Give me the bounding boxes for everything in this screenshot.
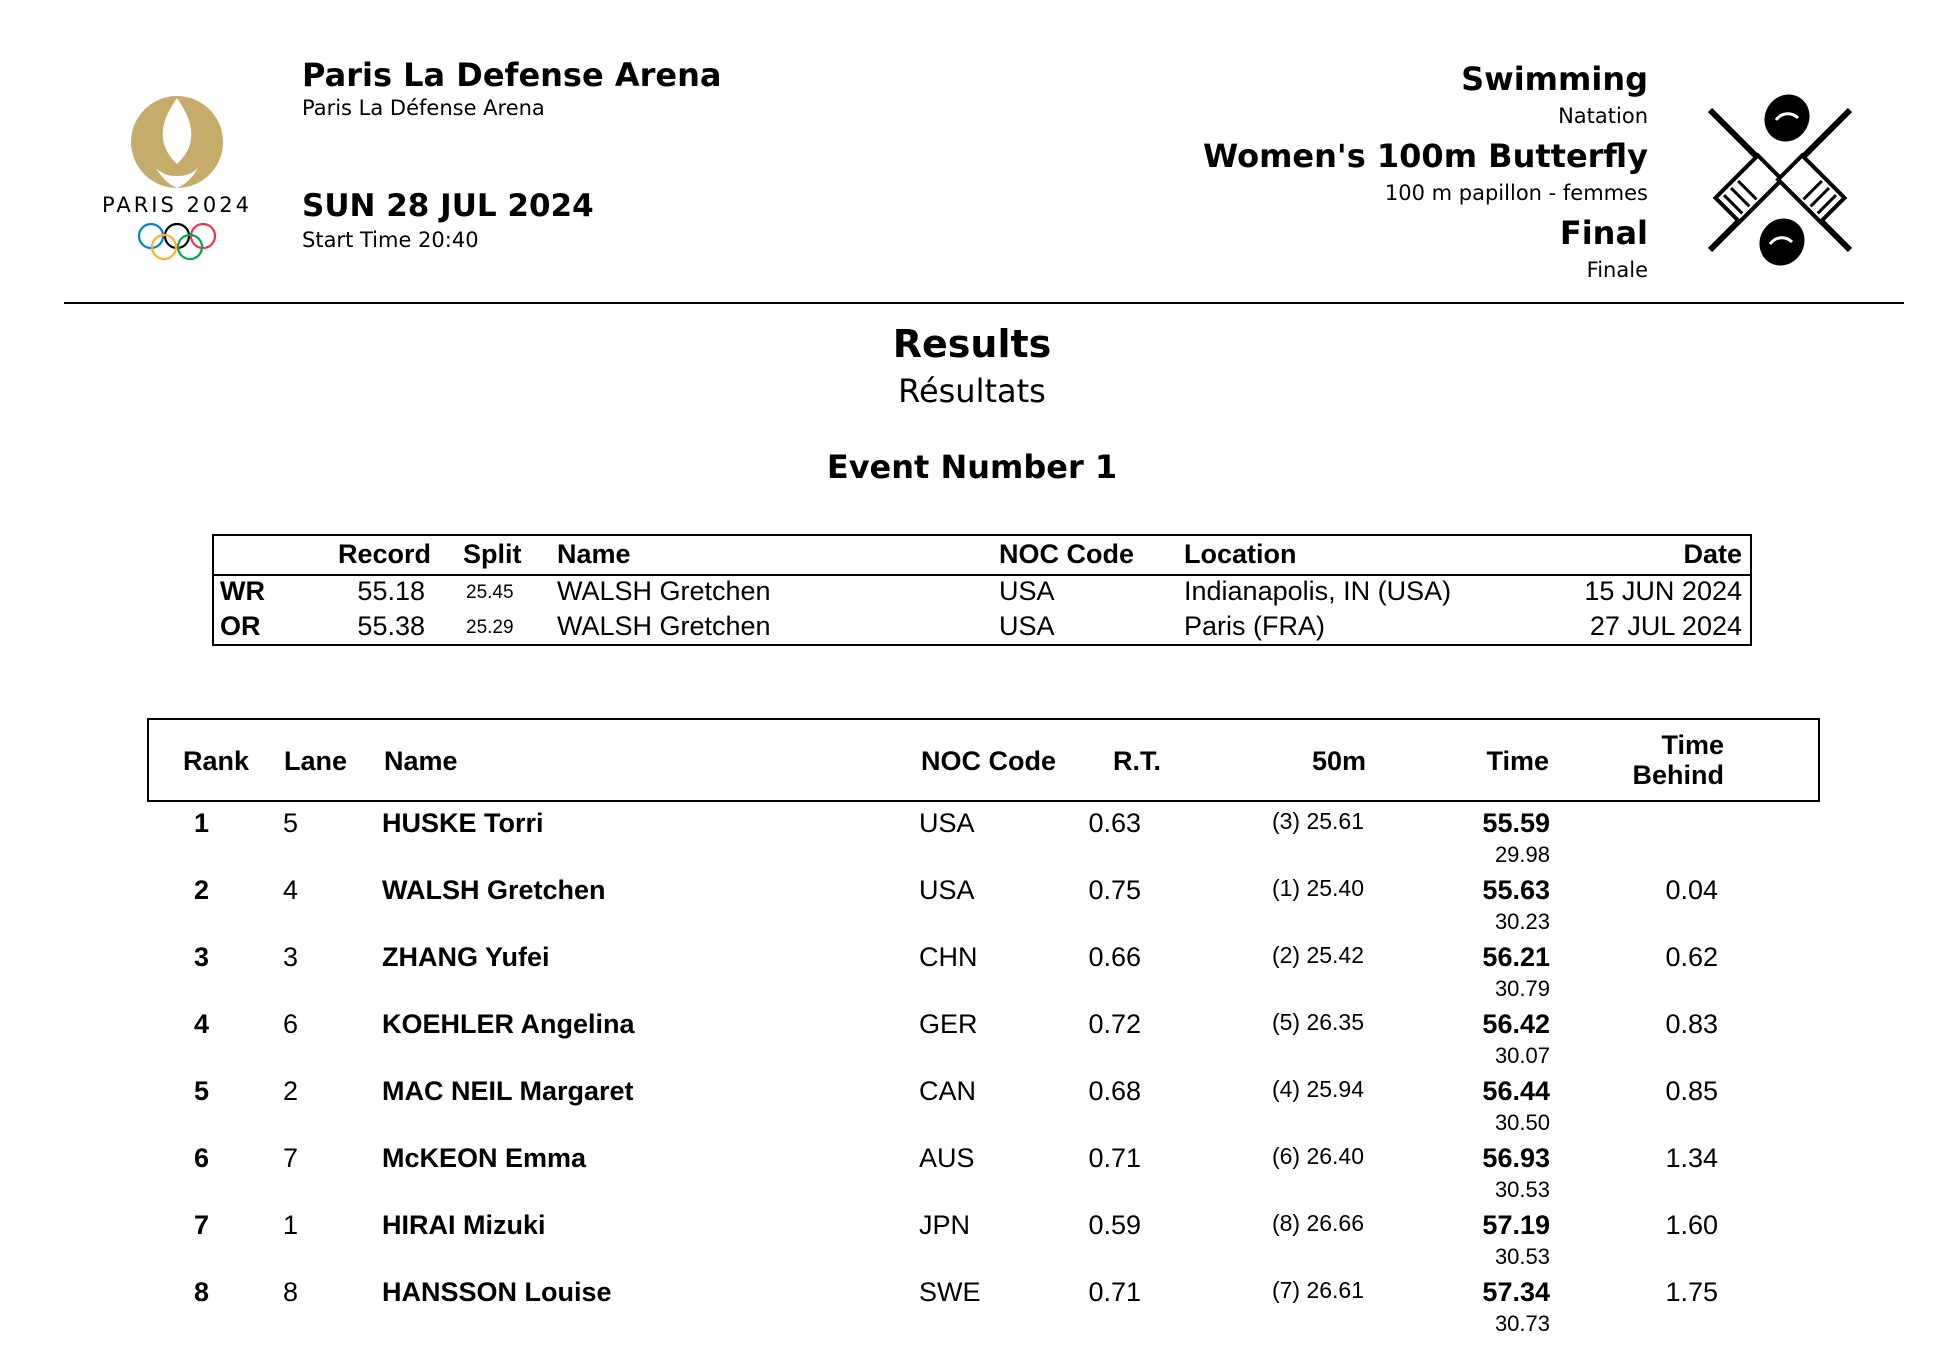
page-title-fr: Résultats (898, 372, 1046, 410)
results-header-time-behind-line2: Behind (1632, 760, 1724, 790)
result-noc: CAN (919, 1076, 977, 1106)
result-rank: 1 (193, 808, 209, 838)
results-header-50m: 50m (1311, 746, 1366, 776)
records-table (212, 534, 1752, 646)
venue-name-fr: Paris La Défense Arena (302, 96, 545, 120)
paris-2024-logo (100, 90, 260, 270)
sport-name: Swimming (1461, 60, 1648, 98)
result-reaction-time: 0.63 (1088, 808, 1141, 838)
records-header-noc: NOC Code (999, 539, 1134, 569)
records-header-name: Name (557, 539, 631, 569)
result-time: 56.21 (1482, 942, 1550, 972)
result-rank: 2 (193, 875, 209, 905)
results-header-rank: Rank (183, 746, 250, 776)
results-header-time-behind (1633, 730, 1725, 790)
result-time-behind: 0.62 (1665, 942, 1718, 972)
result-time-behind: 0.83 (1665, 1009, 1718, 1039)
result-reaction-time: 0.66 (1088, 942, 1141, 972)
result-row (147, 1210, 1820, 1277)
record-date: 15 JUN 2024 (1584, 576, 1742, 606)
result-50m-split: (4) 25.94 (1271, 1076, 1364, 1102)
result-rank: 8 (193, 1277, 209, 1307)
result-athlete-name: HIRAI Mizuki (382, 1210, 546, 1240)
result-50m-split: (5) 26.35 (1271, 1009, 1364, 1035)
result-athlete-name: WALSH Gretchen (382, 875, 606, 905)
result-time: 57.34 (1482, 1277, 1550, 1307)
result-time-behind: 1.34 (1665, 1143, 1718, 1173)
result-lane: 6 (282, 1009, 298, 1039)
result-lane: 7 (282, 1143, 298, 1173)
result-row (147, 1009, 1820, 1076)
result-athlete-name: HUSKE Torri (382, 808, 544, 838)
result-noc: USA (919, 808, 975, 838)
result-rank: 4 (193, 1009, 209, 1039)
result-second-split: 30.73 (1494, 1311, 1550, 1336)
records-header-rule (214, 574, 1750, 576)
result-time-behind: 1.75 (1665, 1277, 1718, 1307)
result-lane: 8 (282, 1277, 298, 1307)
flame-face-emblem (131, 96, 223, 190)
result-row (147, 1076, 1820, 1143)
results-header-name: Name (384, 746, 458, 776)
results-header-lane: Lane (284, 746, 348, 776)
record-holder-noc: USA (999, 611, 1055, 641)
result-row (147, 1277, 1820, 1344)
result-50m-split: (7) 26.61 (1271, 1277, 1364, 1303)
result-second-split: 30.23 (1494, 909, 1550, 934)
result-time: 55.63 (1482, 875, 1550, 905)
result-time: 56.42 (1482, 1009, 1550, 1039)
result-noc: USA (919, 875, 975, 905)
sport-name-fr: Natation (1558, 104, 1648, 128)
result-reaction-time: 0.72 (1088, 1009, 1141, 1039)
result-lane: 3 (282, 942, 298, 972)
result-reaction-time: 0.71 (1088, 1143, 1141, 1173)
results-header-noc: NOC Code (921, 746, 1056, 776)
event-date: SUN 28 JUL 2024 (302, 188, 594, 224)
result-reaction-time: 0.68 (1088, 1076, 1141, 1106)
venue-name: Paris La Defense Arena (302, 56, 722, 94)
result-50m-split: (3) 25.61 (1271, 808, 1364, 834)
phase-name: Final (1559, 214, 1648, 252)
result-second-split: 30.53 (1494, 1244, 1550, 1269)
result-50m-split: (1) 25.40 (1271, 875, 1364, 901)
result-reaction-time: 0.75 (1088, 875, 1141, 905)
results-header-rt: R.T. (1113, 746, 1162, 776)
result-noc: AUS (919, 1143, 975, 1173)
result-rank: 6 (193, 1143, 209, 1173)
result-noc: CHN (919, 942, 978, 972)
olympic-rings-icon (139, 224, 215, 259)
result-time-behind: 0.85 (1665, 1076, 1718, 1106)
result-lane: 2 (282, 1076, 298, 1106)
record-location: Paris (FRA) (1184, 611, 1325, 641)
result-athlete-name: MAC NEIL Margaret (382, 1076, 634, 1106)
event-number: Event Number 1 (826, 448, 1118, 486)
result-50m-split: (8) 26.66 (1271, 1210, 1364, 1236)
phase-name-fr: Finale (1586, 258, 1648, 282)
record-split: 25.45 (466, 582, 514, 603)
record-date: 27 JUL 2024 (1589, 611, 1742, 641)
records-header-location: Location (1184, 539, 1297, 569)
record-holder-name: WALSH Gretchen (557, 576, 771, 606)
record-type: WR (220, 576, 265, 606)
result-time: 55.59 (1482, 808, 1550, 838)
event-name: Women's 100m Butterfly (1202, 137, 1648, 175)
result-time-behind: 0.04 (1665, 875, 1718, 905)
result-50m-split: (6) 26.40 (1271, 1143, 1364, 1169)
result-athlete-name: HANSSON Louise (382, 1277, 612, 1307)
result-noc: SWE (919, 1277, 981, 1307)
record-type: OR (220, 611, 261, 641)
records-header-split: Split (463, 539, 522, 569)
event-name-fr: 100 m papillon - femmes (1384, 181, 1648, 205)
result-second-split: 30.53 (1494, 1177, 1550, 1202)
result-row (147, 875, 1820, 942)
results-header-time-behind-line1: Time (1661, 730, 1724, 760)
result-time: 57.19 (1482, 1210, 1550, 1240)
results-header-time: Time (1486, 746, 1549, 776)
result-second-split: 29.98 (1494, 842, 1550, 867)
records-header-record: Record (338, 539, 432, 569)
result-noc: JPN (919, 1210, 971, 1240)
record-time: 55.38 (357, 611, 425, 641)
page-title: Results (892, 322, 1052, 366)
result-time: 56.93 (1482, 1143, 1550, 1173)
record-time: 55.18 (357, 576, 425, 606)
result-athlete-name: ZHANG Yufei (382, 942, 550, 972)
record-holder-name: WALSH Gretchen (557, 611, 771, 641)
result-row (147, 942, 1820, 1009)
result-second-split: 30.07 (1494, 1043, 1550, 1068)
result-athlete-name: KOEHLER Angelina (382, 1009, 635, 1039)
result-lane: 4 (282, 875, 298, 905)
result-50m-split: (2) 25.42 (1271, 942, 1364, 968)
record-holder-noc: USA (999, 576, 1055, 606)
result-rank: 3 (193, 942, 209, 972)
header-divider (64, 302, 1904, 304)
result-second-split: 30.79 (1494, 976, 1550, 1001)
result-time-behind: 1.60 (1665, 1210, 1718, 1240)
result-lane: 1 (282, 1210, 298, 1240)
result-row (147, 1143, 1820, 1210)
result-time: 56.44 (1482, 1076, 1550, 1106)
records-header-date: Date (1683, 539, 1742, 569)
result-second-split: 30.50 (1494, 1110, 1550, 1135)
results-table-header (147, 718, 1820, 802)
record-split: 25.29 (466, 617, 514, 638)
result-reaction-time: 0.71 (1088, 1277, 1141, 1307)
result-row (147, 808, 1820, 875)
result-athlete-name: McKEON Emma (382, 1143, 587, 1173)
swimming-pictogram-icon (1690, 90, 1870, 270)
result-lane: 5 (282, 808, 298, 838)
result-reaction-time: 0.59 (1088, 1210, 1141, 1240)
paris-2024-wordmark: PARIS 2024 (102, 193, 252, 217)
result-rank: 5 (193, 1076, 209, 1106)
start-time: Start Time 20:40 (302, 228, 479, 252)
result-rank: 7 (193, 1210, 209, 1240)
record-location: Indianapolis, IN (USA) (1184, 576, 1452, 606)
result-noc: GER (919, 1009, 978, 1039)
